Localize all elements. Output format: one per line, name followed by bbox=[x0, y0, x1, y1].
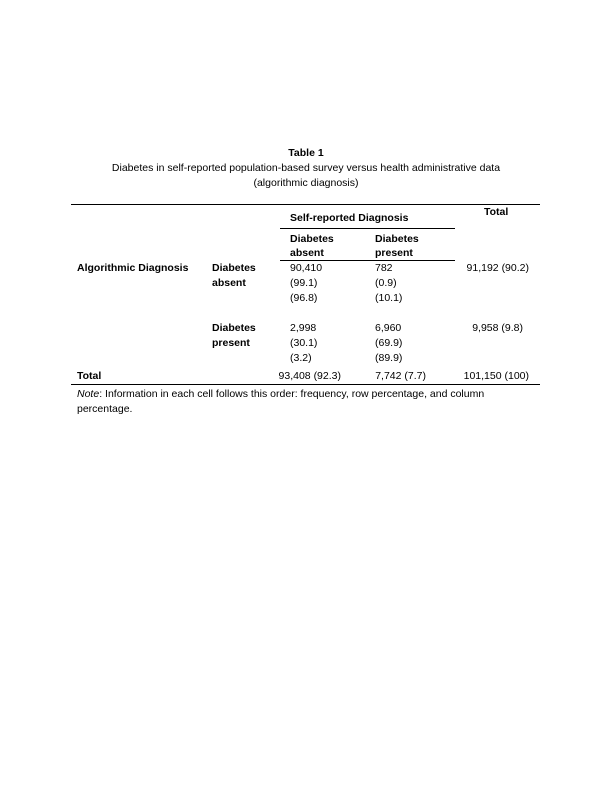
row-1-label-line-2: absent bbox=[212, 277, 246, 289]
row-2-label-line-2: present bbox=[212, 337, 250, 349]
header-self-reported: Self-reported Diagnosis bbox=[290, 212, 409, 224]
row-1-label-line-1: Diabetes bbox=[212, 262, 256, 274]
table-caption-line-2: (algorithmic diagnosis) bbox=[253, 177, 359, 189]
row-group-label: Algorithmic Diagnosis bbox=[77, 262, 189, 274]
table-bottom-rule bbox=[71, 384, 540, 385]
row-1-absent-row-pct: (99.1) bbox=[290, 277, 318, 289]
total-row-label: Total bbox=[77, 370, 102, 382]
row-2-present-row-pct: (69.9) bbox=[375, 337, 403, 349]
table-note-line-2: percentage. bbox=[77, 403, 133, 415]
row-2-absent-row-pct: (30.1) bbox=[290, 337, 318, 349]
header-col-present-line-1: Diabetes bbox=[375, 233, 419, 245]
row-1-present-row-pct: (0.9) bbox=[375, 277, 397, 289]
row-1-present-col-pct: (10.1) bbox=[375, 292, 403, 304]
row-2-present-frequency: 6,960 bbox=[375, 322, 402, 334]
header-col-present-line-2: present bbox=[375, 247, 413, 259]
header-col-absent-line-1: Diabetes bbox=[290, 233, 334, 245]
total-row-absent: 93,408 (92.3) bbox=[278, 370, 341, 382]
total-row-grand: 101,150 (100) bbox=[463, 370, 529, 382]
note-text: : Information in each cell follows this order: frequency, row percentage, and column bbox=[99, 388, 485, 400]
row-1-present-frequency: 782 bbox=[375, 262, 393, 274]
row-2-absent-frequency: 2,998 bbox=[290, 322, 317, 334]
table-note-line-1 bbox=[77, 388, 484, 401]
total-row-present: 7,742 (7.7) bbox=[375, 370, 426, 382]
header-col-absent-line-2: absent bbox=[290, 247, 324, 259]
table-top-rule bbox=[71, 204, 540, 205]
row-1-absent-col-pct: (96.8) bbox=[290, 292, 318, 304]
table-caption-line-1: Diabetes in self-reported population-based survey versus health administrative data bbox=[111, 162, 501, 174]
header-total: Total bbox=[484, 206, 509, 218]
note-label: Note bbox=[77, 388, 100, 400]
row-2-absent-col-pct: (3.2) bbox=[290, 352, 312, 364]
row-2-total: 9,958 (9.8) bbox=[472, 322, 523, 334]
header-bottom-rule bbox=[280, 260, 455, 261]
header-span-rule bbox=[280, 228, 455, 229]
row-2-label-line-1: Diabetes bbox=[212, 322, 256, 334]
row-1-total: 91,192 (90.2) bbox=[466, 262, 529, 274]
row-2-present-col-pct: (89.9) bbox=[375, 352, 403, 364]
row-1-absent-frequency: 90,410 bbox=[290, 262, 323, 274]
table-title: Table 1 bbox=[288, 147, 324, 159]
